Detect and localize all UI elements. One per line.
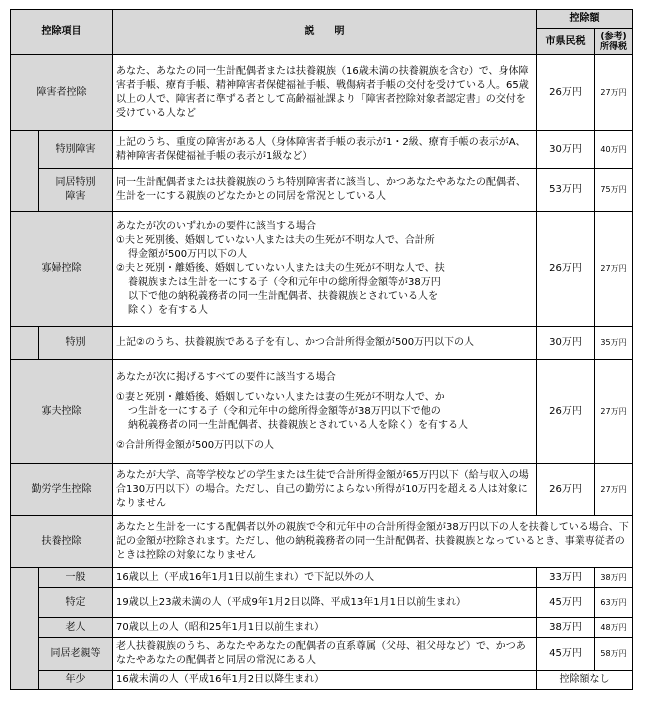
label-cohabit-elderly: 同居老親等 [39,638,113,671]
widower-item1-c: 納税義務者の同一生計配偶者、扶養親族とされている人を除く）を有する人 [128,419,468,431]
label-specific: 特定 [39,588,113,618]
income-elderly: 48万円 [595,618,633,638]
income-cohabit-elderly: 58万円 [595,638,633,671]
income-student: 27万円 [595,464,633,516]
city-general: 33万円 [537,568,595,588]
amount-young: 控除額なし [537,671,633,690]
widower-intro: あなたが次に掲げるすべての要件に該当する場合 [116,371,336,383]
widow-item2-a: ②夫と死別・離婚後、婚姻していない人または夫の生死が不明な人で、扶 [116,263,445,274]
city-widower: 26万円 [537,360,595,464]
desc-cohabit-elderly: 老人扶養親族のうち、あなたやあなたの配偶者の直系尊属（父母、祖父母など）で、かつあなたやあなたの配偶者と同居の常況にある人 [113,638,537,671]
label-cohabit-special [39,169,113,212]
city-widow-special: 30万円 [537,327,595,360]
widower-item2: ②合計所得金額が500万円以下の人 [116,439,275,451]
spacer-dependent [11,568,39,690]
deduction-table [10,9,633,690]
label-widow-special: 特別 [39,327,113,360]
city-cohabit-special: 53万円 [537,169,595,212]
city-special-disabled: 30万円 [537,131,595,169]
desc-specific: 19歳以上23歳未満の人（平成9年1月2日以降、平成13年1月1日以前生まれ） [113,588,537,618]
desc-special-disabled: 上記のうち、重度の障害がある人（身体障害者手帳の表示が1・2級、療育手帳の表示がA、精神障害者保健福祉手帳の表示が1級など） [113,131,537,169]
label-cohabit-special-1: 同居特別 [55,177,96,188]
label-student: 勤労学生控除 [11,464,113,516]
desc-general: 16歳以上（平成16年1月1日以前生まれ）で下記以外の人 [113,568,537,588]
income-special-disabled: 40万円 [595,131,633,169]
income-disabled: 27万円 [595,55,633,131]
desc-young: 16歳未満の人（平成16年1月2日以降生まれ） [113,671,537,690]
widow-item2-d: 除く）を有する人 [128,305,208,316]
desc-widow [113,212,537,327]
label-young: 年少 [39,671,113,690]
city-cohabit-elderly: 45万円 [537,638,595,671]
city-student: 26万円 [537,464,595,516]
spacer-disabled [11,131,39,212]
desc-widower [113,360,537,464]
label-dependent: 扶養控除 [11,516,113,568]
header-income-tax [595,29,633,55]
header-income-tax-label: 所得税 [599,41,627,52]
label-widow: 寡婦控除 [11,212,113,327]
desc-widow-special: 上記②のうち、扶養親族である子を有し、かつ合計所得金額が500万円以下の人 [113,327,537,360]
city-widow: 26万円 [537,212,595,327]
income-widow-special: 35万円 [595,327,633,360]
header-description: 説 明 [113,10,537,55]
widow-item1-a: ①夫と死別後、婚姻していない人または夫の生死が不明な人で、合計所 [116,235,435,246]
widow-item1-b: 得金額が500万円以下の人 [128,249,248,260]
label-special-disabled: 特別障害 [39,131,113,169]
city-elderly: 38万円 [537,618,595,638]
income-cohabit-special: 75万円 [595,169,633,212]
label-cohabit-special-2: 障害 [65,191,86,202]
header-income-tax-ref: (参考) [600,31,627,42]
income-widower: 27万円 [595,360,633,464]
desc-cohabit-special: 同一生計配偶者または扶養親族のうち特別障害者に該当し、かつあなたやあなたの配偶者、生計を一にする親族のどなたかとの同居を常況としている人 [113,169,537,212]
widow-item2-b: 養親族または生計を一にする子（令和元年中の総所得金額等が38万円 [128,277,441,288]
income-general: 38万円 [595,568,633,588]
widow-item2-c: 以下で他の納税義務者の同一生計配偶者、扶養親族とされている人を [128,291,438,302]
header-item: 控除項目 [11,10,113,55]
desc-disabled: あなた、あなたの同一生計配偶者または扶養親族（16歳未満の扶養親族を含む）で、身体障害者手帳、療育手帳、精神障害者保健福祉手帳、戦傷病者手帳の交付を受けている人。65歳以上の人で、障害者に準ずる者として高齢福祉課より「障害者控除対象者認定書」の交付を受けている人など [113,55,537,131]
label-disabled: 障害者控除 [11,55,113,131]
label-general: 一般 [39,568,113,588]
desc-dependent: あなたと生計を一にする配偶者以外の親族で令和元年中の合計所得金額が38万円以下の人を扶養している場合、下記の金額が控除されます。ただし、他の納税義務者の同一生計配偶者、扶養親族となっているとき、事業専従者のときは控除の対象になりません [113,516,633,568]
desc-student: あなたが大学、高等学校などの学生または生徒で合計所得金額が65万円以下（給与収入の場合130万円以下）の場合。ただし、自己の勤労によらない所得が10万円を超える人は対象になりません [113,464,537,516]
label-elderly: 老人 [39,618,113,638]
desc-elderly: 70歳以上の人（昭和25年1月1日以前生まれ） [113,618,537,638]
header-city-tax: 市県民税 [537,29,595,55]
city-specific: 45万円 [537,588,595,618]
label-widower: 寡夫控除 [11,360,113,464]
income-specific: 63万円 [595,588,633,618]
spacer-widow [11,327,39,360]
header-amount: 控除額 [537,10,633,29]
city-disabled: 26万円 [537,55,595,131]
income-widow: 27万円 [595,212,633,327]
widower-item1-b: つ生計を一にする子（令和元年中の総所得金額等が38万円以下で他の [128,405,441,417]
widower-item1-a: ①妻と死別・離婚後、婚姻していない人または妻の生死が不明な人で、か [116,391,445,403]
widow-intro: あなたが次のいずれかの要件に該当する場合 [116,221,316,232]
